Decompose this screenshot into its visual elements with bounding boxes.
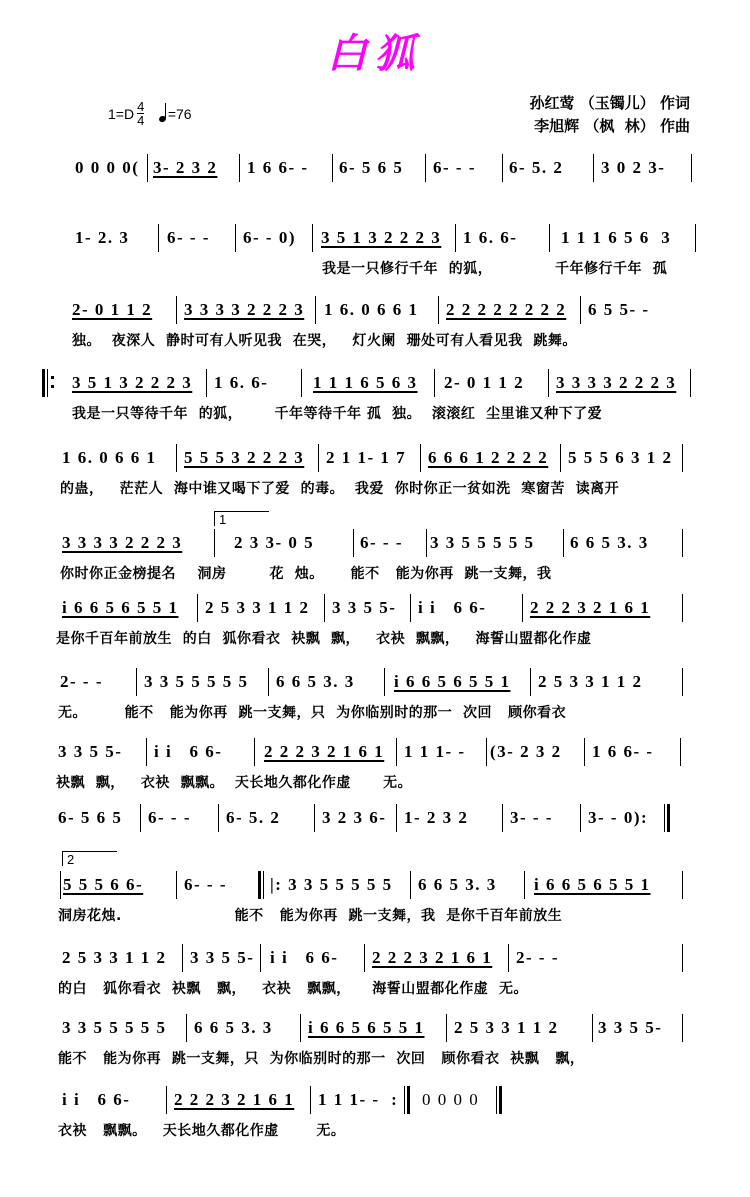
barline (158, 224, 159, 252)
barline (197, 594, 198, 622)
measure: 6- - - (184, 875, 227, 894)
measure: 3 3 5 5- (58, 742, 123, 761)
lyrics: 无。 能不 能为你再 跳一支舞，只 为你临别时的那一 次回 顾你看衣 (58, 705, 567, 721)
measure: 2- 0 1 1 2 (444, 373, 525, 392)
measure: 2 3 3- 0 5 (234, 533, 315, 552)
barline (364, 944, 365, 972)
barline (314, 804, 315, 832)
lyrics: 能不 能为你再 跳一支舞，只 为你临别时的那一 次回 顾你看衣 袂飘 飘， (58, 1051, 585, 1067)
measure: 1- 2. 3 (75, 228, 130, 247)
barline (324, 594, 325, 622)
measure: 3 3 3 3 2 2 2 3 (62, 533, 183, 552)
barline (530, 668, 531, 696)
measure: 2 2 2 3 2 1 6 1 (372, 948, 493, 967)
barline (260, 944, 261, 972)
measure: 6 6 6 1 2 2 2 2 (428, 448, 549, 467)
barline (301, 369, 302, 397)
measure: 2 2 2 3 2 1 6 1 (530, 598, 651, 617)
measure: 6- - 0) (243, 228, 296, 247)
measure: 3 5 1 3 2 2 2 3 (321, 228, 442, 247)
barline (146, 738, 147, 766)
barline (680, 738, 681, 766)
measure: 6- 5. 2 (226, 808, 281, 827)
barline (580, 296, 581, 324)
measure: 6- 5. 2 (509, 158, 564, 177)
barline (239, 154, 240, 182)
barline (218, 804, 219, 832)
measure: 1 6 6- - (247, 158, 309, 177)
measure: i 6 6 5 6 5 5 1 (394, 672, 511, 691)
measure: 6 6 5 3. 3 (276, 672, 355, 691)
measure: 1 6. 0 6 6 1 (324, 300, 419, 319)
measure: 1- 2 3 2 (404, 808, 469, 827)
measure: 6 6 5 3. 3 (194, 1018, 273, 1037)
measure: |: 3 3 5 5 5 5 5 (270, 875, 393, 894)
measure: i i 6 6- (270, 948, 339, 967)
barline (549, 224, 550, 252)
measure: 1 6 6- - (592, 742, 654, 761)
measure: 6- - - (433, 158, 476, 177)
note-stem (165, 103, 167, 119)
barline (560, 444, 561, 472)
barline (182, 944, 183, 972)
measure: 2 5 3 3 1 1 2 (538, 672, 643, 691)
measure: 5 5 5 6 3 1 2 (568, 448, 673, 467)
lyrics: 独。 夜深人 静时可有人听见我 在哭， 灯火阑 珊处可有人看见我 跳舞。 (72, 333, 577, 349)
barline (508, 944, 509, 972)
barline (548, 369, 549, 397)
barline (332, 154, 333, 182)
lyrics: 你时你正金榜提名 洞房 花 烛。 能不 能为你再 跳一支舞，我 (60, 566, 552, 582)
measure: 0 0 0 0( (75, 158, 140, 177)
barline (214, 529, 215, 557)
barline (60, 871, 61, 899)
measure: 3- - - (510, 808, 553, 827)
barline (176, 444, 177, 472)
measure: 6- - - (167, 228, 210, 247)
barline (486, 738, 487, 766)
lyrics: 我是一只修行千年 的狐， (322, 261, 493, 277)
measure: 2 2 2 2 2 2 2 2 (446, 300, 567, 319)
barline (426, 529, 427, 557)
barline (502, 154, 503, 182)
measure: 2- - - (516, 948, 559, 967)
barline (682, 594, 683, 622)
measure: 3 3 3 3 2 2 2 3 (184, 300, 305, 319)
barline (425, 154, 426, 182)
barline (691, 154, 692, 182)
barline (268, 668, 269, 696)
barline (310, 1086, 311, 1114)
time-sig-bottom: 4 (137, 113, 145, 128)
barline (446, 1014, 447, 1042)
key-label: 1=D (108, 105, 135, 122)
barline (254, 738, 255, 766)
barline (318, 444, 319, 472)
lyrics: 的白 狐你看衣 袂飘 飘， 衣袂 飘飘， 海誓山盟都化作虚 无。 (58, 981, 528, 997)
measure: 1 6. 6- (214, 373, 269, 392)
barline (396, 804, 397, 832)
barline (695, 224, 696, 252)
lyrics: 洞房花烛. 能不 能为你再 跳一支舞，我 是你千百年前放生 (58, 908, 563, 924)
measure: 1 1 1- - : (318, 1090, 399, 1109)
measure: i i 6 6- (154, 742, 223, 761)
measure: 2- - - (60, 672, 103, 691)
barline (186, 1014, 187, 1042)
measure: 3 3 5 5- (598, 1018, 663, 1037)
measure: 6 5 5- - (588, 300, 650, 319)
measure: 2 2 2 3 2 1 6 1 (264, 742, 385, 761)
tempo-marking (159, 106, 191, 122)
credits (530, 92, 690, 138)
measure: 1 6. 0 6 6 1 (62, 448, 157, 467)
lyrics: 衣袂 飘飘。 天长地久都化作虚 无。 (58, 1123, 346, 1139)
barline (592, 1014, 593, 1042)
time-sig-top: 4 (137, 99, 145, 114)
barline (682, 871, 683, 899)
measure: 2 5 3 3 1 1 2 (205, 598, 310, 617)
measure: 3- - 0): (588, 808, 649, 827)
measure: 3 3 5 5- (332, 598, 397, 617)
barline (410, 594, 411, 622)
barline (166, 1086, 167, 1114)
measure: 6- - - (360, 533, 403, 552)
time-signature (137, 100, 144, 127)
composer-credit: 李旭辉 （枫 林） 作曲 (534, 117, 690, 135)
barline (147, 154, 148, 182)
barline (522, 594, 523, 622)
barline (682, 944, 683, 972)
barline (593, 154, 594, 182)
measure: 6 6 5 3. 3 (418, 875, 497, 894)
measure: 3 3 3 3 2 2 2 3 (556, 373, 677, 392)
barline (300, 1014, 301, 1042)
barline (563, 529, 564, 557)
lyrics: 是你千百年前放生 的白 狐你看衣 袂飘 飘， 衣袂 飘飘， 海誓山盟都化作虚 (56, 631, 592, 647)
measure: i 6 6 5 6 5 5 1 (308, 1018, 425, 1037)
measure: 5 5 5 3 2 2 2 3 (184, 448, 305, 467)
measure: 1 6. 6- (463, 228, 518, 247)
measure: 3 2 3 6- (322, 808, 387, 827)
measure: 2 2 2 3 2 1 6 1 (174, 1090, 295, 1109)
lyrics: 千年修行千年 孤 (555, 261, 668, 277)
barline (384, 668, 385, 696)
barline (580, 804, 581, 832)
barline (206, 369, 207, 397)
measure: 6- 5 6 5 (339, 158, 404, 177)
barline (434, 369, 435, 397)
key-signature (108, 100, 192, 127)
measure: 3 5 1 3 2 2 2 3 (72, 373, 193, 392)
measure: 5 5 5 6 6- (63, 875, 144, 894)
measure: 1 1 1- - (404, 742, 466, 761)
tempo-value: =76 (167, 105, 192, 122)
barline (136, 668, 137, 696)
measure: 0 0 0 0 (422, 1090, 480, 1109)
measure: 3- 2 3 2 (153, 158, 218, 177)
volta-first-ending: 1 (214, 511, 269, 526)
barline (315, 296, 316, 324)
barline (682, 1014, 683, 1042)
barline (682, 529, 683, 557)
lyrics: 我是一只等待千年 的狐， 千年等待千年 孤 独。 滚滚红 尘里谁又种下了爱 (72, 406, 603, 422)
barline (524, 871, 525, 899)
lyrics: 袂飘 飘， 衣袂 飘飘。 天长地久都化作虚 无。 (56, 775, 413, 791)
barline (353, 529, 354, 557)
barline (682, 444, 683, 472)
song-title: 白狐 (327, 31, 423, 77)
barline (176, 871, 177, 899)
measure: i i 6 6- (62, 1090, 131, 1109)
barline (176, 296, 177, 324)
measure: i 6 6 5 6 5 5 1 (534, 875, 651, 894)
measure: 2 1 1- 1 7 (326, 448, 407, 467)
measure: 2- 0 1 1 2 (72, 300, 153, 319)
measure: 6- 5 6 5 (58, 808, 123, 827)
measure: 2 5 3 3 1 1 2 (454, 1018, 559, 1037)
barline (140, 804, 141, 832)
measure: 3 0 2 3- (601, 158, 666, 177)
measure: (3- 2 3 2 (490, 742, 562, 761)
lyrics: 的蛊， 茫茫人 海中谁又喝下了爱 的毒。 我爱 你时你正一贫如洗 寒窗苦 读离开 (60, 481, 620, 497)
barline (420, 444, 421, 472)
barline (455, 224, 456, 252)
measure: 1 1 1 6 5 6 3 (561, 228, 672, 247)
lyricist-credit: 孙红莺 （玉镯儿） 作词 (529, 94, 690, 112)
barline (682, 668, 683, 696)
barline (690, 369, 691, 397)
barline (502, 804, 503, 832)
measure: i 6 6 5 6 5 5 1 (62, 598, 179, 617)
measure: 3 3 5 5 5 5 5 (144, 672, 249, 691)
barline (396, 738, 397, 766)
measure: i i 6 6- (418, 598, 487, 617)
barline (584, 738, 585, 766)
measure: 3 3 5 5- (190, 948, 255, 967)
measure: 3 3 5 5 5 5 5 (430, 533, 535, 552)
volta-second-ending: 2 (62, 851, 117, 866)
measure: 6- - - (148, 808, 191, 827)
barline (312, 224, 313, 252)
measure: 6 6 5 3. 3 (570, 533, 649, 552)
barline (410, 871, 411, 899)
barline (438, 296, 439, 324)
barline (235, 224, 236, 252)
measure: 1 1 1 6 5 6 3 (313, 373, 418, 392)
measure: 2 5 3 3 1 1 2 (62, 948, 167, 967)
measure: 3 3 5 5 5 5 5 (62, 1018, 167, 1037)
